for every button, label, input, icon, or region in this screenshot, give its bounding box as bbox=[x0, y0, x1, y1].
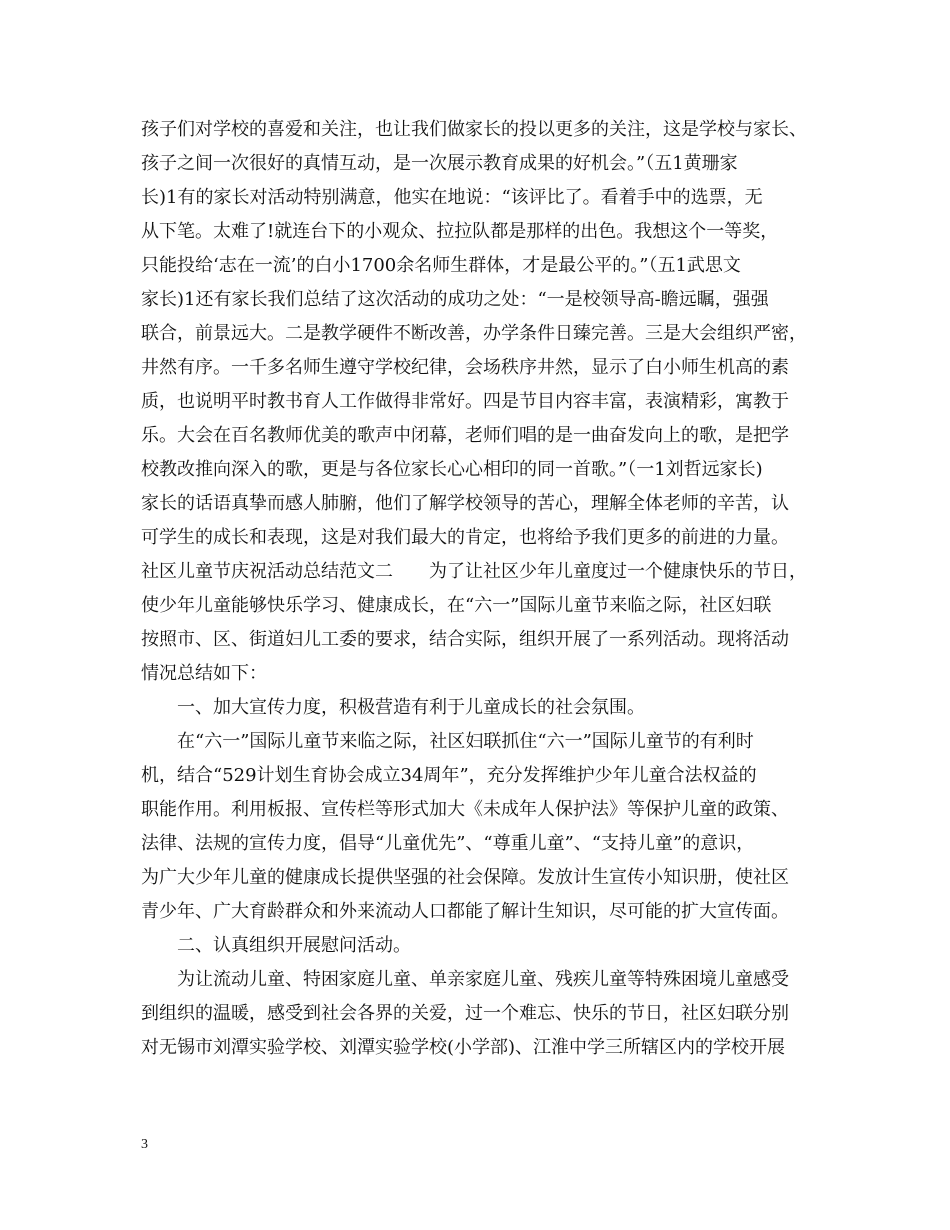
text-line: 长)1有的家长对活动特别满意，他实在地说：“该评比了。看着手中的选票，无 bbox=[141, 187, 763, 208]
text-line: 孩子们对学校的喜爱和关注，也让我们做家长的投以更多的关注，这是学校与家长、 bbox=[141, 119, 807, 140]
text-line: 为广大少年儿童的健康成长提供坚强的社会保障。发放计生宣传小知识册，使社区 bbox=[141, 867, 789, 888]
text-line: 为让流动儿童、特困家庭儿童、单亲家庭儿童、残疾儿童等特殊困境儿童感受 bbox=[177, 969, 789, 990]
text-line: 校教改推向深入的歌，更是与各位家长心心相印的同一首歌。”（一1刘哲远家长) bbox=[141, 459, 763, 480]
text-line: 按照市、区、街道妇儿工委的要求，结合实际，组织开展了一系列活动。现将活动 bbox=[141, 629, 789, 650]
text-line: 联合，前景远大。二是教学硬件不断改善，办学条件日臻完善。三是大会组织严密， bbox=[141, 323, 807, 344]
text-line: 青少年、广大育龄群众和外来流动人口都能了解计生知识，尽可能的扩大宣传面。 bbox=[141, 901, 789, 922]
text-line: 可学生的成长和表现，这是对我们最大的肯定，也将给予我们更多的前进的力量。 bbox=[141, 527, 789, 548]
text-line: 情况总结如下： bbox=[141, 663, 267, 684]
text-line: 家长)1还有家长我们总结了这次活动的成功之处：“一是校领导高-瞻远瞩，强强 bbox=[141, 289, 769, 310]
text-line: 使少年儿童能够快乐学习、健康成长，在“六一”国际儿童节来临之际，社区妇联 bbox=[141, 595, 772, 616]
text-line: 只能投给‘志在一流’的白小1700余名师生群体，才是最公平的。”（五1武思文 bbox=[141, 255, 741, 276]
text-line: 家长的话语真挚而感人肺腑，他们了解学校领导的苦心，理解全体老师的辛苦，认 bbox=[141, 493, 789, 514]
text-line: 质，也说明平时教书育人工作做得非常好。四是节目内容丰富，表演精彩，寓教于 bbox=[141, 391, 789, 412]
text-line: 对无锡市刘潭实验学校、刘潭实验学校(小学部)、江淮中学三所辖区内的学校开展 bbox=[141, 1037, 786, 1058]
text-line: 孩子之间一次很好的真情互动，是一次展示教育成果的好机会。”（五1黄珊家 bbox=[141, 153, 738, 174]
text-line: 一、加大宣传力度，积极营造有利于儿童成长的社会氛围。 bbox=[177, 697, 645, 718]
body-text bbox=[141, 113, 821, 1065]
text-line: 乐。大会在百名教师优美的歌声中闭幕，老师们唱的是一曲奋发向上的歌，是把学 bbox=[141, 425, 789, 446]
text-line: 法律、法规的宣传力度，倡导“儿童优先”、“尊重儿童”、“支持儿童”的意识， bbox=[141, 833, 755, 854]
page-number: 3 bbox=[141, 1137, 148, 1152]
text-line: 井然有序。一千多名师生遵守学校纪律，会场秩序井然，显示了白小师生机高的素 bbox=[141, 357, 789, 378]
text-line: 机，结合“529计划生育协会成立34周年”，充分发挥维护少年儿童合法权益的 bbox=[141, 765, 757, 786]
text-line: 从下笔。太难了!就连台下的小观众、拉拉队都是那样的出色。我想这个一等奖， bbox=[141, 221, 779, 242]
text-line: 职能作用。利用板报、宣传栏等形式加大《未成年人保护法》等保护儿童的政策、 bbox=[141, 799, 789, 820]
text-line: 社区儿童节庆祝活动总结范文二 为了让社区少年儿童度过一个健康快乐的节日， bbox=[141, 561, 807, 582]
text-line: 二、认真组织开展慰问活动。 bbox=[177, 935, 411, 956]
text-line: 到组织的温暖，感受到社会各界的关爱，过一个难忘、快乐的节日，社区妇联分别 bbox=[141, 1003, 789, 1024]
text-line: 在“六一”国际儿童节来临之际，社区妇联抓住“六一”国际儿童节的有利时 bbox=[177, 731, 754, 752]
